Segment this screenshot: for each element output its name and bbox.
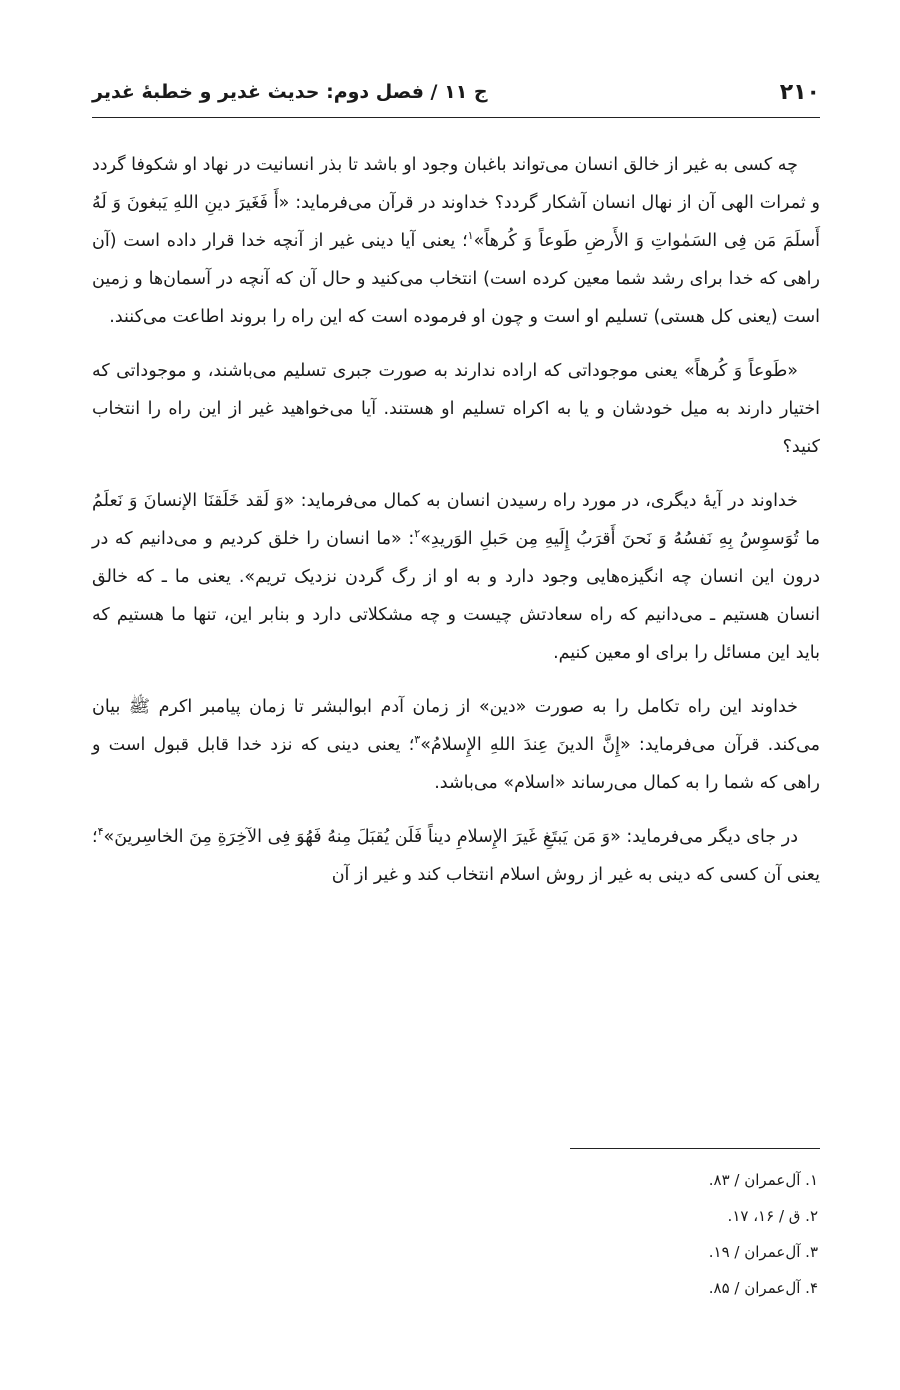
paragraph: «طَوعاً وَ کُرهاً» یعنی موجوداتی که اراده ندارند به صورت جبری تسلیم می‌باشند، و موجوداتی که اختیار دارند به میل خودشان و یا به اکراه تسلیم او هستند. آیا می‌خواهید غیر از این راه را انتخاب کنید؟ bbox=[92, 361, 820, 457]
footnote: ۱. آل‌عمران / ۸۳. bbox=[708, 1171, 818, 1189]
paragraph: خداوند در آیهٔ دیگری، در مورد راه رسیدن انسان به کمال می‌فرماید: «وَ لَقد خَلَقنَا الإنسانَ وَ نَعلَمُ ما تُوَسوِسُ بِهِ نَفسُهُ وَ نَحنَ أَقرَبُ إِلَیهِ مِن حَبلِ الوَریدِ»$^۲$: «ما انسان را خلق کردیم و می‌دانیم که در درون این انسان چه انگیزه‌هایی وجود دارد و به او از رگ گردن نزدیک تریم». یعنی ما ـ که خالق انسان هستیم ـ می‌دانیم که راه سعادتش چیست و چه مشکلاتی دارد و بنابر این، تنها ما هستیم که باید این مسائل را برای او معین کنیم. bbox=[92, 491, 820, 663]
running-title: ج ۱۱ / فصل دوم: حدیث غدیر و خطبهٔ غدیر bbox=[92, 81, 488, 103]
paragraph: خداوند این راه تکامل را به صورت «دین» از زمان آدم ابوالبشر تا زمان پیامبر اکرم ﷺ بیان می‌کند. قرآن می‌فرماید: «إِنَّ الدینَ عِندَ اللهِ الإِسلامُ»$^۳$؛ یعنی دینی که نزد خدا قابل قبول است و راهی که شما را به کمال می‌رساند «اسلام» می‌باشد. bbox=[92, 697, 820, 793]
page-number: ۲۱۰ bbox=[779, 79, 820, 105]
footnote-marker: ۲ bbox=[414, 527, 421, 541]
footnotes bbox=[92, 1162, 820, 1306]
footnote-divider bbox=[570, 1148, 820, 1149]
footnote: ۴. آل‌عمران / ۸۵. bbox=[708, 1279, 818, 1297]
paragraph: در جای دیگر می‌فرماید: «وَ مَن یَبتَغِ غَیرَ الإِسلامِ دیناً فَلَن یُقبَلَ مِنهُ فَهُوَ فِی الآخِرَةِ مِنَ الخاسِرینَ»$^۴$؛ یعنی آن کسی که دینی به غیر از روش اسلام انتخاب کند و غیر از آن bbox=[92, 825, 820, 885]
footnote: ۳. آل‌عمران / ۱۹. bbox=[708, 1243, 818, 1261]
body-text bbox=[92, 146, 820, 910]
paragraph: چه کسی به غیر از خالق انسان می‌تواند باغبان وجود او باشد تا بذر انسانیت در نهاد او شکوفا گردد و ثمرات الهی آن از نهال انسان آشکار گردد؟ خداوند در قرآن می‌فرماید: «أَ فَغَیرَ دینِ اللهِ یَبغونَ وَ لَهُ أَسلَمَ مَن فِی السَمٰواتِ وَ الأَرضِ طَوعاً وَ کُرهاً»$^۱$؛ یعنی آیا دینی غیر از آنچه خدا قرار داده است (آن راهی که خدا برای رشد شما معین کرده است) انتخاب می‌کنید و حال آن که آنچه در آسمان‌ها و زمین است (یعنی کل هستی) تسلیم او است و چون او فرموده است که این راه را بروند اطاعت می‌کنند. bbox=[92, 155, 820, 327]
footnote-marker: ۴ bbox=[97, 825, 104, 839]
header-divider bbox=[92, 117, 820, 118]
footnote-marker: ۳ bbox=[414, 733, 421, 747]
page-header bbox=[92, 70, 820, 114]
footnote: ۲. ق / ۱۶، ۱۷. bbox=[727, 1207, 818, 1225]
footnote-marker: ۱ bbox=[467, 229, 474, 243]
